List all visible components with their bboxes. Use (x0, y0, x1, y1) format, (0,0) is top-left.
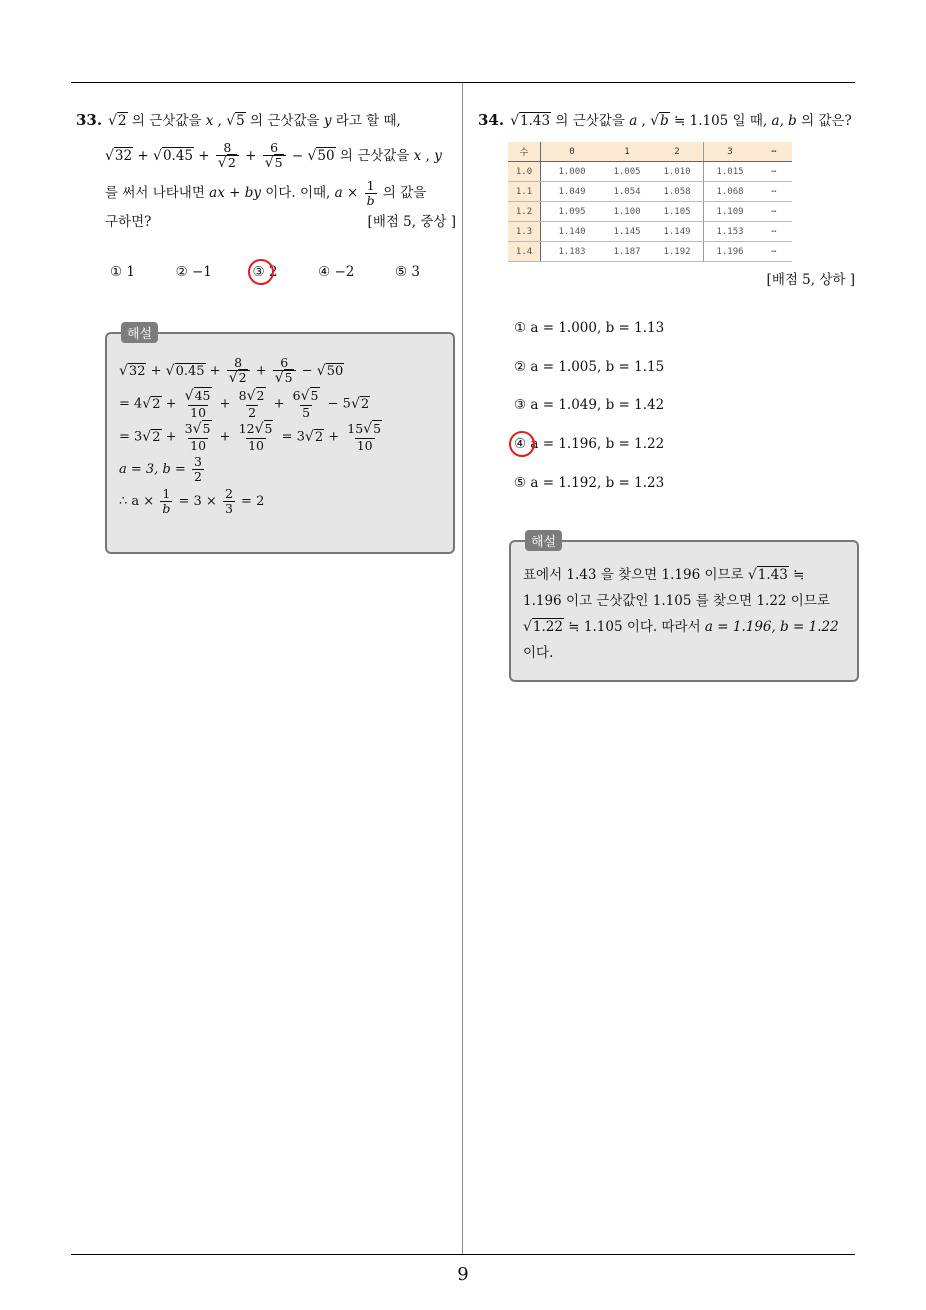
choice-3-selected[interactable]: ③ 2 (253, 264, 278, 280)
question-number: 33. (76, 111, 103, 129)
table-header-row (508, 142, 792, 162)
table-cell: ⋯ (756, 242, 792, 262)
table-cell: 1.010 (651, 162, 704, 182)
question-33: 33. √2 의 근삿값을 x , √5 의 근삿값을 y 라고 할 때, √32 + √0.45 + $\frac{8}{√2}$ + $\frac{6}{√5}$ − √50 의 근삿값을 x , y 를 써서 나타내면 ax + by 이다. 이때, a × $\frac{1}{b}$ 의 값을 구하면? [배점 5, 중상 ] ① 1 ② −1 ③ 2 ④ −2 ⑤ 3 (76, 106, 456, 280)
bottom-rule (71, 1254, 855, 1255)
table-cell: 1.187 (603, 242, 651, 262)
table-row (508, 202, 792, 222)
table-row-label: 1.3 (508, 222, 541, 242)
table-cell: 1.153 (704, 222, 757, 242)
table-cell: 1.149 (651, 222, 704, 242)
table-cell: 1.049 (541, 182, 604, 202)
choice-2[interactable]: ② a = 1.005, b = 1.15 (514, 358, 665, 375)
table-cell: 1.068 (704, 182, 757, 202)
points-label: [배점 5, 상하 ] (766, 272, 855, 288)
table-cell: 1.054 (603, 182, 651, 202)
choice-1[interactable]: ① 1 (110, 264, 135, 280)
table-cell: 1.015 (704, 162, 757, 182)
table-row-label: 1.0 (508, 162, 541, 182)
table-row-label: 1.2 (508, 202, 541, 222)
table-cell: 1.145 (603, 222, 651, 242)
choice-5[interactable]: ⑤ a = 1.192, b = 1.23 (514, 474, 665, 491)
solution-tag: 해설 (525, 530, 562, 551)
table-cell: ⋯ (756, 162, 792, 182)
choice-2[interactable]: ② −1 (175, 264, 212, 280)
question-number: 34. (478, 111, 505, 129)
table-cell: ⋯ (756, 202, 792, 222)
table-row (508, 182, 792, 202)
page-number: 9 (457, 1264, 469, 1285)
choice-4[interactable]: ④ −2 (318, 264, 355, 280)
table-row-label: 1.1 (508, 182, 541, 202)
table-cell: 1.109 (704, 202, 757, 222)
table-row (508, 242, 792, 262)
choice-1[interactable]: ① a = 1.000, b = 1.13 (514, 320, 665, 336)
table-cell: 0 (541, 142, 604, 162)
solution-tag: 해설 (121, 322, 158, 343)
choices (110, 264, 420, 280)
table-cell: 1.005 (603, 162, 651, 182)
points-label: [배점 5, 중상 ] (367, 214, 456, 230)
solution-34-content: 표에서 1.43 을 찾으면 1.196 이므로 √1.43 ≒ 1.196 이고 근삿값인 1.105 를 찾으면 1.22 이므로 √1.22 ≒ 1.105 이다. 따라서 a = 1.196, b = 1.22 이다. (523, 567, 839, 661)
table-cell: ⋯ (756, 142, 792, 162)
table-row (508, 162, 792, 182)
table-header-label: 수 (508, 142, 541, 162)
answer-circle-mark (248, 259, 274, 285)
table-cell: 1 (603, 142, 651, 162)
table-cell: 1.140 (541, 222, 604, 242)
question-34: 34. √1.43 의 근삿값을 a , √b ≒ 1.105 일 때, a, b 의 값은? 수 0 1 2 3 ⋯ 1.0 1.000 1.005 1.010 1.015 ⋯ 1.1 1.049 1.054 1.058 1.068 ⋯ 1.2 1.095 1.100 1.105 1.109 ⋯ 1.3 1.140 1.145 1.149 1.153 ⋯ 1.4 1.183 1.187 1.192 1.196 ⋯ [배점 5, 상하 ] ① a = 1.000, b = 1.13 ② a = 1.005, b = 1.15 ③ a = 1.049, b = 1.42 ④ a = 1.196, b = 1.22 ⑤ a = 1.192, b = 1.23 (478, 106, 858, 513)
square-root-table (508, 142, 792, 262)
table-cell: 1.000 (541, 162, 604, 182)
table-cell: 3 (704, 142, 757, 162)
solution-33-box (105, 327, 455, 554)
choices (514, 320, 858, 513)
top-rule (71, 82, 855, 83)
question-text: √2 의 근삿값을 x , √5 의 근삿값을 y 라고 할 때, (108, 113, 401, 129)
table-cell: 1.183 (541, 242, 604, 262)
table-cell: 1.192 (651, 242, 704, 262)
table-cell: 1.058 (651, 182, 704, 202)
table-row-label: 1.4 (508, 242, 541, 262)
answer-circle-mark (509, 431, 535, 457)
table-cell: 1.196 (704, 242, 757, 262)
table-cell: 1.100 (603, 202, 651, 222)
solution-33-content: √32 + √0.45 + $\frac{8}{√2}$ + $\frac{6}{√5}$ − √50 = 4√2 + $\frac{√45}{10}$ + $\frac{8√2}{2}$ + $\frac{6√5}{5}$ − 5√2 = 3√2 + $\frac{3√5}{10}$ + $\frac{12√5}{10}$ = 3√2 + $\frac{15√5}{10}$ a = 3, b = $\frac{3}{2}$ ∴ a × $\frac{1}{b}$ = 3 × $\frac{2}{3}$ = 2 (119, 355, 382, 516)
table-cell: 1.105 (651, 202, 704, 222)
table-row (508, 222, 792, 242)
table-cell: 1.095 (541, 202, 604, 222)
choice-3[interactable]: ③ a = 1.049, b = 1.42 (514, 397, 665, 414)
choice-5[interactable]: ⑤ 3 (395, 264, 420, 280)
table-cell: ⋯ (756, 222, 792, 242)
choice-4-selected[interactable]: ④ a = 1.196, b = 1.22 (514, 436, 858, 475)
column-divider (462, 83, 463, 1254)
table-cell: 2 (651, 142, 704, 162)
table-cell: ⋯ (756, 182, 792, 202)
solution-34-box (509, 535, 859, 682)
